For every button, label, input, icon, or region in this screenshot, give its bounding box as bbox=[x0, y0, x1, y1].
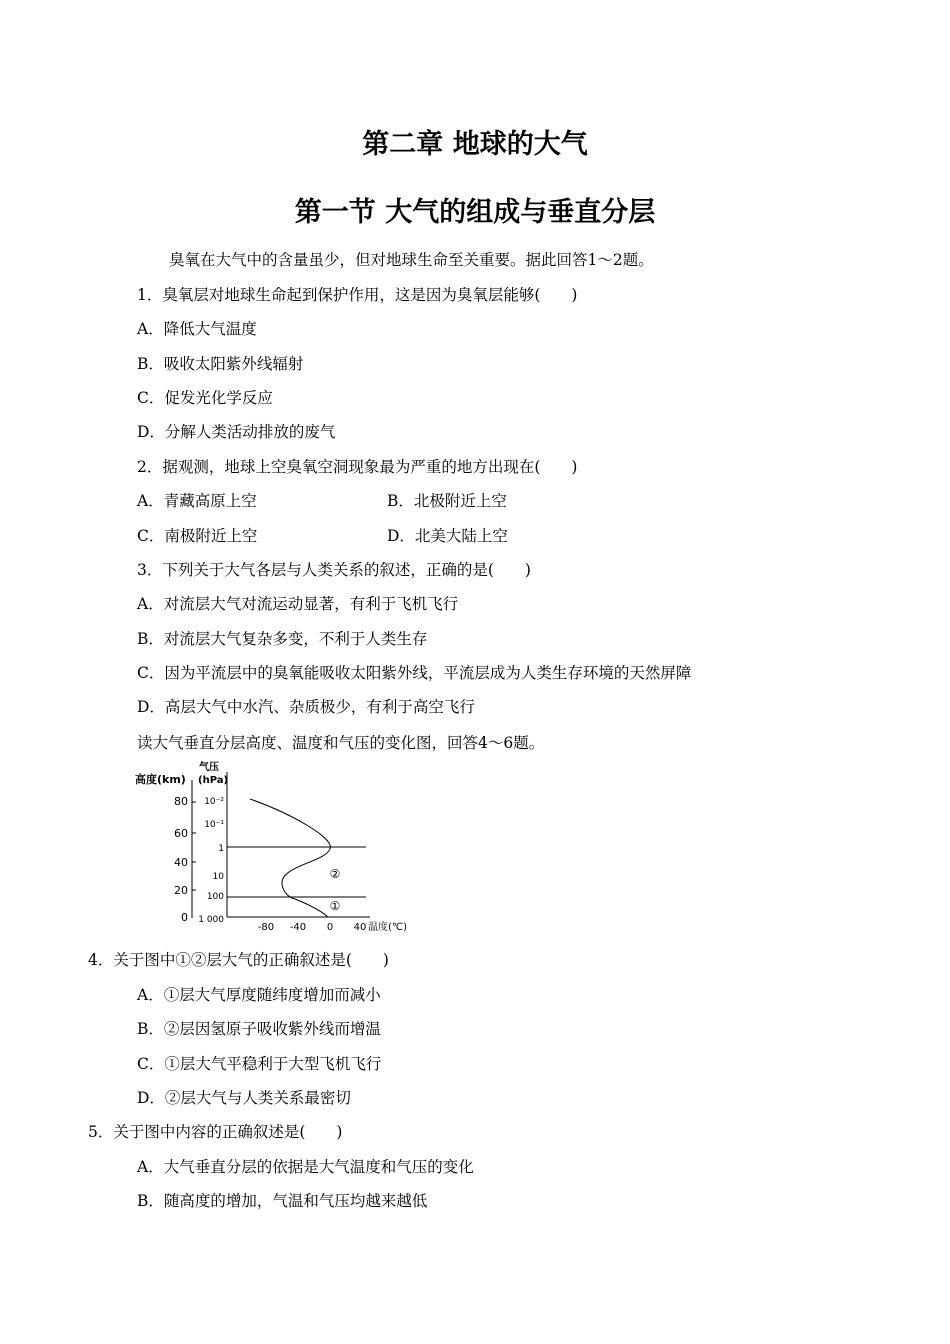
pressure-axis-label-1: 气压 bbox=[199, 762, 219, 773]
question-4-option-a: A．①层大气厚度随纬度增加而减小 bbox=[137, 986, 381, 1004]
question-4-option-d: D．②层大气与人类关系最密切 bbox=[137, 1089, 351, 1107]
temperature-tick: -80 bbox=[257, 922, 275, 933]
atmosphere-vertical-structure-figure bbox=[130, 758, 440, 938]
pressure-tick: 10 bbox=[212, 872, 224, 882]
question-1-option-d: D．分解人类活动排放的废气 bbox=[137, 423, 336, 441]
question-2-option-b: B．北极附近上空 bbox=[387, 492, 507, 510]
temperature-tick: 0 bbox=[326, 922, 334, 933]
pressure-tick: 1 000 bbox=[198, 915, 224, 925]
question-2-stem: 2．据观测，地球上空臭氧空洞现象最为严重的地方出现在( ) bbox=[137, 458, 578, 476]
height-tick-20: 20 bbox=[174, 884, 188, 897]
height-tick-80: 80 bbox=[174, 795, 188, 808]
question-3-option-c: C．因为平流层中的臭氧能吸收太阳紫外线，平流层成为人类生存环境的天然屏障 bbox=[137, 664, 692, 682]
question-5-option-b: B．随高度的增加，气温和气压均越来越低 bbox=[137, 1192, 428, 1210]
chapter-title: 第二章 地球的大气 bbox=[362, 129, 588, 160]
temperature-axis-label: 温度(℃) bbox=[368, 922, 408, 933]
pressure-tick: 10⁻² bbox=[204, 797, 224, 807]
question-1-option-b: B．吸收太阳紫外线辐射 bbox=[137, 355, 304, 373]
pressure-tick: 1 bbox=[218, 844, 224, 854]
question-1-option-c: C．促发光化学反应 bbox=[137, 389, 273, 407]
temperature-tick: 40 bbox=[353, 922, 367, 933]
height-tick-60: 60 bbox=[174, 827, 188, 840]
intro-paragraph-2: 读大气垂直分层高度、温度和气压的变化图，回答4～6题。 bbox=[137, 734, 545, 752]
question-3-option-a: A．对流层大气对流运动显著，有利于飞机飞行 bbox=[137, 595, 459, 613]
question-2-option-d: D．北美大陆上空 bbox=[387, 527, 508, 545]
question-4-option-b: B．②层因氢原子吸收紫外线而增温 bbox=[137, 1020, 381, 1038]
height-axis-label: 高度(km) bbox=[135, 773, 186, 786]
question-5-option-a: A．大气垂直分层的依据是大气温度和气压的变化 bbox=[137, 1158, 474, 1176]
question-5-stem: 5．关于图中内容的正确叙述是( ) bbox=[88, 1123, 343, 1141]
height-tick-40: 40 bbox=[174, 856, 188, 869]
pressure-axis-label-2: (hPa) bbox=[198, 775, 229, 786]
question-3-option-d: D．高层大气中水汽、杂质极少，有利于高空飞行 bbox=[137, 698, 475, 716]
question-2-option-a: A．青藏高原上空 bbox=[137, 492, 257, 510]
height-tick-0: 0 bbox=[181, 911, 188, 924]
temperature-curve bbox=[250, 799, 330, 917]
pressure-tick: 10⁻¹ bbox=[204, 820, 224, 830]
layer-2-label: ② bbox=[329, 867, 341, 881]
layer-1-label: ① bbox=[329, 899, 341, 913]
question-1-option-a: A．降低大气温度 bbox=[137, 320, 257, 338]
intro-paragraph-1: 臭氧在大气中的含量虽少，但对地球生命至关重要。据此回答1～2题。 bbox=[169, 251, 654, 269]
question-4-stem: 4．关于图中①②层大气的正确叙述是( ) bbox=[88, 951, 389, 969]
question-3-stem: 3．下列关于大气各层与人类关系的叙述，正确的是( ) bbox=[137, 561, 531, 579]
temperature-tick: -40 bbox=[289, 922, 307, 933]
question-3-option-b: B．对流层大气复杂多变，不利于人类生存 bbox=[137, 630, 428, 648]
question-2-option-c: C．南极附近上空 bbox=[137, 527, 258, 545]
question-1-stem: 1．臭氧层对地球生命起到保护作用，这是因为臭氧层能够( ) bbox=[137, 286, 578, 304]
pressure-tick: 100 bbox=[206, 892, 224, 902]
question-4-option-c: C．①层大气平稳利于大型飞机飞行 bbox=[137, 1055, 382, 1073]
section-title: 第一节 大气的组成与垂直分层 bbox=[294, 197, 656, 228]
